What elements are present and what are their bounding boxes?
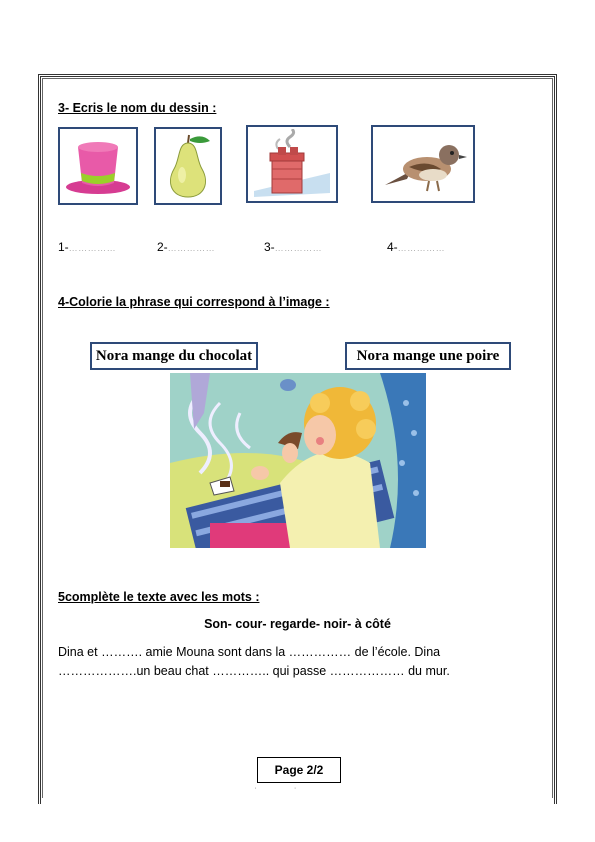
answer-blank-1[interactable] [58, 240, 116, 254]
sparrow-icon [375, 129, 471, 199]
page-number: Page 2/2 [257, 757, 341, 783]
fill-in-paragraph [58, 643, 528, 681]
blank-dots: …………… [68, 243, 117, 253]
hat-icon [62, 133, 134, 199]
chimney-icon [250, 129, 334, 199]
paragraph-line-1[interactable]: Dina et ………. amie Mouna sont dans la …………… de l’école. Dina [58, 645, 441, 659]
girl-eating-chocolate-illustration [170, 373, 426, 548]
blank-dots: …………… [274, 243, 323, 253]
blank-dots: …………… [397, 243, 446, 253]
blank-label: 4- [387, 240, 398, 254]
sentence-option-left[interactable]: Nora mange du chocolat [90, 342, 258, 370]
blank-label: 1- [58, 240, 69, 254]
word-bank: Son- cour- regarde- noir- à côté [204, 617, 391, 631]
pear-icon [158, 131, 218, 201]
picture-box-3 [246, 125, 338, 203]
answer-blank-4[interactable] [387, 240, 445, 254]
answer-blank-3[interactable] [264, 240, 322, 254]
picture-box-2 [154, 127, 222, 205]
blank-dots: …………… [167, 243, 216, 253]
footer-marks: ' ' [255, 788, 296, 794]
blank-label: 3- [264, 240, 275, 254]
sentence-option-right[interactable]: Nora mange une poire [345, 342, 511, 370]
paragraph-line-2[interactable]: ……………….un beau chat ………….. qui passe ……………… du mur. [58, 664, 450, 678]
answer-blank-2[interactable] [157, 240, 215, 254]
section-5-heading: 5complète le texte avec les mots : [58, 590, 260, 604]
blank-label: 2- [157, 240, 168, 254]
section-3-heading: 3- Ecris le nom du dessin : [58, 101, 217, 115]
picture-box-4 [371, 125, 475, 203]
section-4-heading: 4-Colorie la phrase qui correspond à l’image : [58, 295, 330, 309]
picture-box-1 [58, 127, 138, 205]
